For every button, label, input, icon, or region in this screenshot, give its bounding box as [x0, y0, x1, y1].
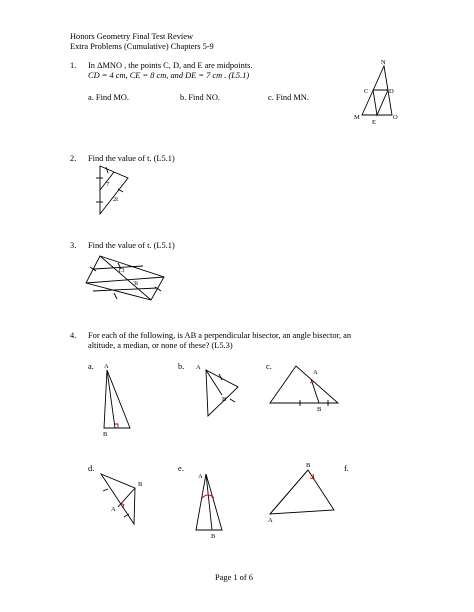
point-a-label-4d: A: [111, 506, 116, 513]
problem-1c: c. Find MN.: [268, 93, 309, 102]
problem-4-number: 4.: [70, 331, 77, 340]
point-b-label-4a: B: [103, 431, 108, 438]
length-7-label: 7: [106, 181, 110, 188]
point-a-label-4c: A: [313, 369, 318, 376]
right-angle-mark-4c: [310, 382, 314, 383]
figure-4b: [196, 364, 238, 416]
vertex-o-label: O: [393, 114, 398, 121]
triangle-4c: [270, 366, 338, 403]
vertex-m-label: M: [354, 114, 360, 121]
part-f-label: f.: [344, 464, 349, 473]
point-b-label-4c: B: [317, 406, 322, 413]
part-a-label: a.: [88, 362, 94, 371]
part-e-label: e.: [178, 464, 184, 473]
problem-1a: a. Find MO.: [88, 93, 129, 102]
figure-4e: [196, 473, 222, 540]
problem-2-triangle: [100, 166, 128, 214]
page-subtitle: Extra Problems (Cumulative) Chapters 5-9: [70, 42, 214, 51]
point-a-label-4e: A: [198, 473, 203, 480]
point-a-label-4b: A: [196, 364, 201, 371]
problem-2-statement: Find the value of t. (L5.1): [88, 154, 175, 163]
problem-1-number: 1.: [70, 61, 77, 70]
point-b-label-4e: B: [211, 533, 216, 540]
point-e-label: E: [372, 119, 376, 126]
figure-4d: [101, 474, 143, 524]
point-b-label-4b: B: [222, 396, 227, 403]
part-c-label: c.: [266, 362, 272, 371]
problem-2-figure: [96, 166, 128, 214]
length-3t-label: 3t: [133, 280, 139, 287]
problem-1-given: CD = 4 cm, CE = 8 cm, and DE = 7 cm . (L5.1): [88, 71, 250, 80]
problem-1-statement: In ΔMNO , the points C, D, and E are midpoints.: [88, 61, 253, 70]
problem-3-statement: Find the value of t. (L5.1): [88, 241, 175, 250]
problem-1b: b. Find NO.: [180, 93, 221, 102]
problem-3-number: 3.: [70, 241, 77, 250]
point-d-label: D: [389, 88, 394, 95]
point-b-label-4f: B: [306, 462, 311, 469]
length-2t-label: 2t: [113, 196, 119, 203]
vertex-n-label: N: [381, 59, 386, 66]
problem-3-midsegment-2: [93, 288, 157, 291]
figure-4c: [270, 366, 338, 413]
part-b-label: b.: [178, 362, 185, 371]
point-a-label-4a: A: [104, 363, 109, 370]
page-title: Honors Geometry Final Test Review: [70, 32, 194, 41]
point-b-label-4d: B: [138, 481, 143, 488]
segment-ab-4a: [107, 370, 115, 428]
figure-4a: [103, 363, 130, 438]
problem-2-number: 2.: [70, 154, 77, 163]
right-angle-mark-4a: [115, 424, 118, 428]
segment-ab-4d: [118, 488, 135, 507]
figure-4f: [268, 462, 334, 524]
triangle-4d: [101, 474, 135, 524]
part-d-label: d.: [88, 464, 95, 473]
point-a-label-4f: A: [268, 517, 273, 524]
page-number: Page 1 of 6: [215, 573, 253, 582]
segment-ab-4f: [270, 470, 308, 514]
point-c-label: C: [364, 88, 369, 95]
triangle-mno-figure: [354, 59, 398, 126]
segment-ab-4e: [206, 474, 212, 530]
midsegment-triangle: [373, 90, 388, 115]
problem-3-figure: [86, 256, 164, 300]
problem-4-statement-line2: altitude, a median, or none of these? (L5.3): [88, 341, 233, 350]
length-13-label: 13: [118, 267, 125, 274]
problem-4-statement: For each of the following, is AB a perpendicular bisector, an angle bisector, an: [88, 331, 352, 340]
